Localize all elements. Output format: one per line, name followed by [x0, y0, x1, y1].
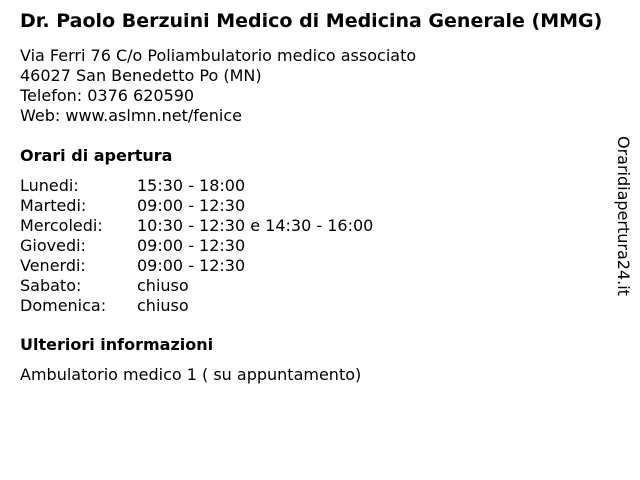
- page-title: Dr. Paolo Berzuini Medico di Medicina Generale (MMG): [20, 10, 603, 32]
- hours-value: 09:00 - 12:30: [137, 196, 246, 215]
- day-label: Venerdi:: [20, 256, 86, 275]
- site-brand-watermark: Oraridiapertura24.it: [614, 136, 633, 296]
- day-label: Lunedi:: [20, 176, 79, 195]
- more-info-heading: Ulteriori informazioni: [20, 335, 214, 354]
- table-row: [20, 296, 373, 316]
- hours-value: 10:30 - 12:30 e 14:30 - 16:00: [137, 216, 374, 235]
- table-row: [20, 216, 373, 236]
- day-label: Giovedi:: [20, 236, 86, 255]
- table-row: [20, 236, 373, 256]
- opening-hours-table: [20, 176, 373, 316]
- table-row: [20, 276, 373, 296]
- table-row: [20, 196, 373, 216]
- address-block: [20, 46, 616, 126]
- city-line: 46027 San Benedetto Po (MN): [20, 66, 262, 85]
- street-address: Via Ferri 76 C/o Poliambulatorio medico associato: [20, 46, 417, 65]
- day-label: Martedi:: [20, 196, 87, 215]
- website-link[interactable]: Web: www.aslmn.net/fenice: [20, 106, 242, 125]
- hours-value: chiuso: [137, 296, 189, 315]
- day-label: Mercoledi:: [20, 216, 103, 235]
- hours-value: chiuso: [137, 276, 189, 295]
- hours-value: 15:30 - 18:00: [137, 176, 246, 195]
- table-row: [20, 176, 373, 196]
- table-row: [20, 256, 373, 276]
- hours-heading: Orari di apertura: [20, 146, 173, 165]
- day-label: Domenica:: [20, 296, 107, 315]
- more-info-text: Ambulatorio medico 1 ( su appuntamento): [20, 365, 362, 384]
- day-label: Sabato:: [20, 276, 82, 295]
- phone-number: Telefon: 0376 620590: [20, 86, 195, 105]
- listing-card: [20, 10, 616, 385]
- hours-value: 09:00 - 12:30: [137, 236, 246, 255]
- hours-value: 09:00 - 12:30: [137, 256, 246, 275]
